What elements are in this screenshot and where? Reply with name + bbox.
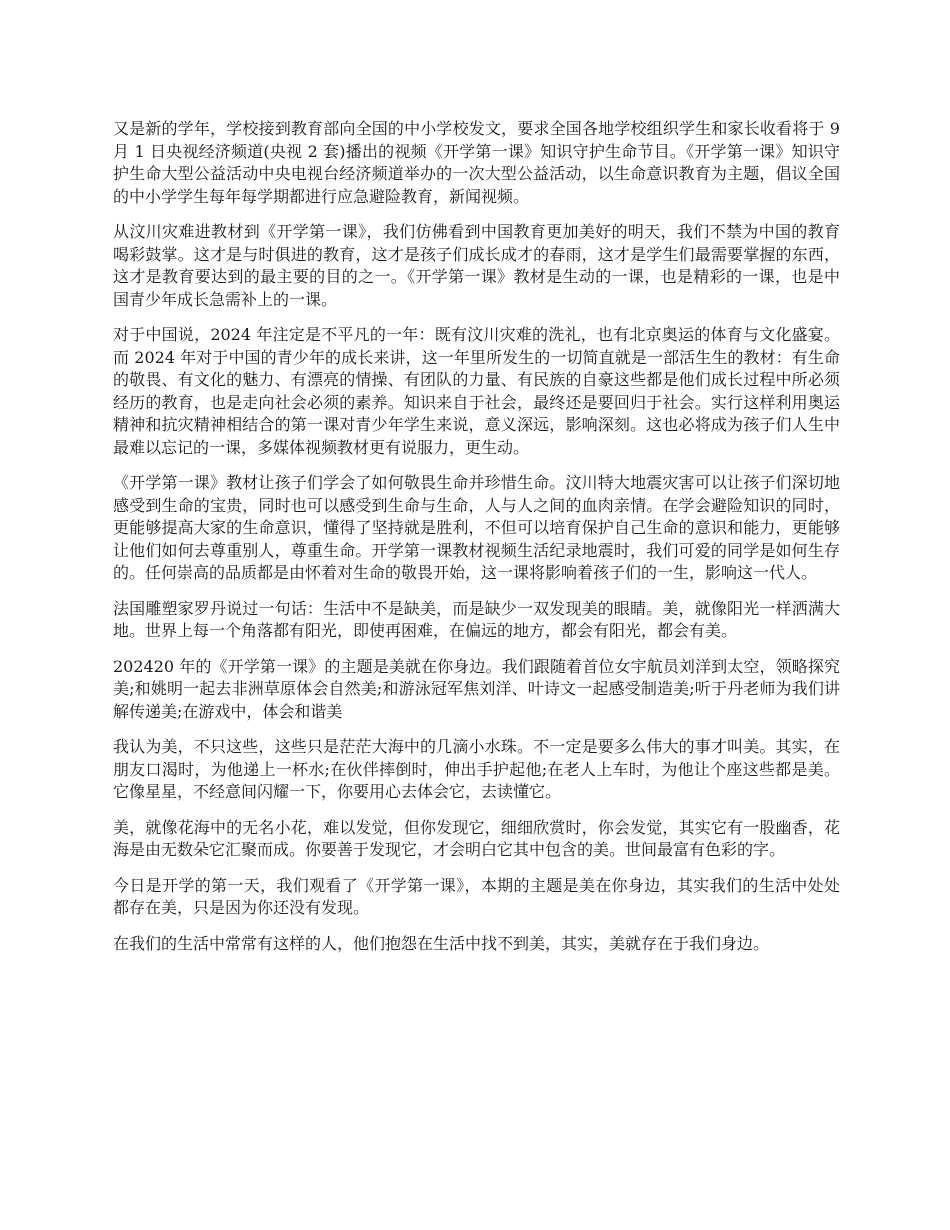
paragraph-9: 今日是开学的第一天，我们观看了《开学第一课》，本期的主题是美在你身边，其实我们的生活中处处都存在美，只是因为你还没有发现。 [113, 875, 840, 917]
paragraph-8: 美，就像花海中的无名小花，难以发觉，但你发现它，细细欣赏时，你会发觉，其实它有一股幽香，花海是由无数朵它汇聚而成。你要善于发现它，才会明白它其中包含的美。世间最富有色彩的字。 [113, 817, 840, 859]
paragraph-6: 202420 年的《开学第一课》的主题是美就在你身边。我们跟随着首位女宇航员刘洋到太空，领略探究美;和姚明一起去非洲草原体会自然美;和游泳冠军焦刘洋、叶诗文一起感受制造美;听于丹老师为我们讲解传递美;在游戏中，体会和谐美 [113, 656, 840, 721]
paragraph-4: 《开学第一课》教材让孩子们学会了如何敬畏生命并珍惜生命。汶川特大地震灾害可以让孩子们深切地感受到生命的宝贵，同时也可以感受到生命与生命，人与人之间的血肉亲情。在学会避险知识的同时，更能够提高大家的生命意识，懂得了坚持就是胜利，不但可以培育保护自己生命的意识和能力，更能够让他们如何去尊重别人，尊重生命。开学第一课教材视频生活纪录地震时，我们可爱的同学是如何生存的。任何崇高的品质都是由怀着对生命的敬畏开始，这一课将影响着孩子们的一生，影响这一代人。 [113, 473, 840, 582]
document-body [113, 118, 840, 968]
paragraph-5: 法国雕塑家罗丹说过一句话：生活中不是缺美，而是缺少一双发现美的眼睛。美，就像阳光一样洒满大地。世界上每一个角落都有阳光，即使再困难，在偏远的地方，都会有阳光，都会有美。 [113, 598, 840, 640]
paragraph-3: 对于中国说，2024 年注定是不平凡的一年：既有汶川灾难的洗礼，也有北京奥运的体育与文化盛宴。而 2024 年对于中国的青少年的成长来讲，这一年里所发生的一切简直就是一部活生生的教材：有生命的敬畏、有文化的魅力、有漂亮的情操、有团队的力量、有民族的自豪这些都是他们成长过程中所必须经历的教育，也是走向社会必须的素养。知识来自于社会，最终还是要回归于社会。实行这样利用奥运精神和抗灾精神相结合的第一课对青少年学生来说，意义深远，影响深刻。这也必将成为孩子们人生中最难以忘记的一课，多媒体视频教材更有说服力，更生动。 [113, 325, 840, 457]
paragraph-10: 在我们的生活中常常有这样的人，他们抱怨在生活中找不到美，其实，美就存在于我们身边。 [113, 933, 770, 953]
paragraph-7: 我认为美，不只这些，这些只是茫茫大海中的几滴小水珠。不一定是要多么伟大的事才叫美。其实，在朋友口渴时，为他递上一杯水;在伙伴摔倒时，伸出手护起他;在老人上车时，为他让个座这些都是美。它像星星，不经意间闪耀一下，你要用心去体会它，去读懂它。 [113, 737, 840, 801]
paragraph-2: 从汶川灾难进教材到《开学第一课》，我们仿佛看到中国教育更加美好的明天，我们不禁为中国的教育喝彩鼓掌。这才是与时俱进的教育，这才是孩子们成长成才的春雨，这才是学生们最需要掌握的东西，这才是教育要达到的最主要的目的之一。《开学第一课》教材是生动的一课，也是精彩的一课，也是中国青少年成长急需补上的一课。 [113, 222, 840, 309]
paragraph-1: 又是新的学年，学校接到教育部向全国的中小学校发文，要求全国各地学校组织学生和家长收看将于 9 月 1 日央视经济频道(央视 2 套)播出的视频《开学第一课》知识守护生命节目。《开学第一课》知识守护生命大型公益活动中央电视台经济频道举办的一次大型公益活动，以生命意识教育为主题，倡议全国的中小学学生每年每学期都进行应急避险教育，新闻视频。 [113, 119, 840, 206]
